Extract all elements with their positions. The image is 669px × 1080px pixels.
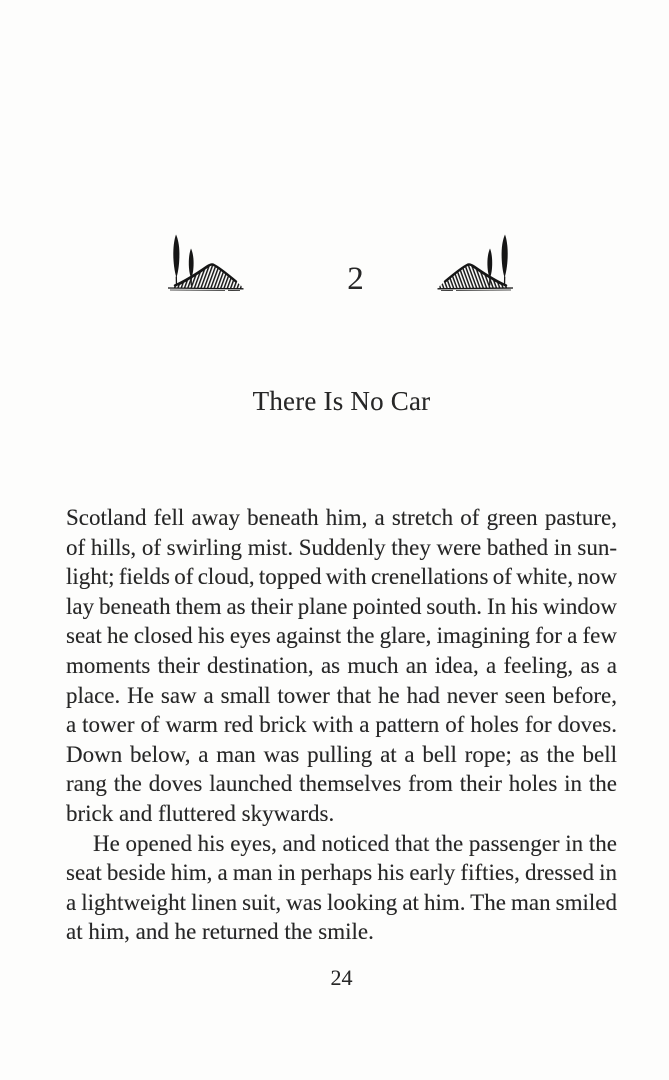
text-line: Scotland fell away beneath him, a stretch of green pasture, <box>66 505 617 530</box>
text-line: at him, and he returned the smile. <box>66 919 374 945</box>
text-line: light; fields of cloud, topped with crenellations of white, now <box>66 564 617 590</box>
cypress-tree-icon <box>502 235 508 278</box>
text-line: seat he closed his eyes against the glare, imagining for a few <box>66 623 617 649</box>
chapter-title: There Is No Car <box>252 386 431 416</box>
text-line: place. He saw a small tower that he had never seen before, <box>66 682 617 708</box>
paragraph <box>66 829 617 947</box>
text-line: lay beneath them as their plane pointed south. In his window <box>66 593 617 619</box>
text-line: Down below, a man was pulling at a bell rope; as the bell <box>66 741 617 767</box>
paragraph <box>66 503 617 829</box>
text-line: of hills, of swirling mist. Suddenly they were bathed in sun- <box>66 534 617 560</box>
text-line: a lightweight linen suit, was looking at him. The man smiled <box>66 889 617 915</box>
text-line: seat beside him, a man in perhaps his early fifties, dressed in <box>66 860 617 886</box>
body-text-block <box>66 503 617 947</box>
text-line: moments their destination, as much an idea, a feeling, as a <box>66 652 617 678</box>
text-line: a tower of warm red brick with a pattern of holes for doves. <box>66 712 617 738</box>
text-line: rang the doves launched themselves from their holes in the <box>66 771 617 797</box>
cypress-tree-icon <box>487 249 492 279</box>
hill-cypress-vignette-right-icon <box>436 233 514 291</box>
page-number: 24 <box>330 965 353 990</box>
text-line: brick and fluttered skywards. <box>66 800 335 826</box>
text-line: He opened his eyes, and noticed that the passenger in the <box>93 830 617 856</box>
chapter-number: 2 <box>347 261 364 297</box>
